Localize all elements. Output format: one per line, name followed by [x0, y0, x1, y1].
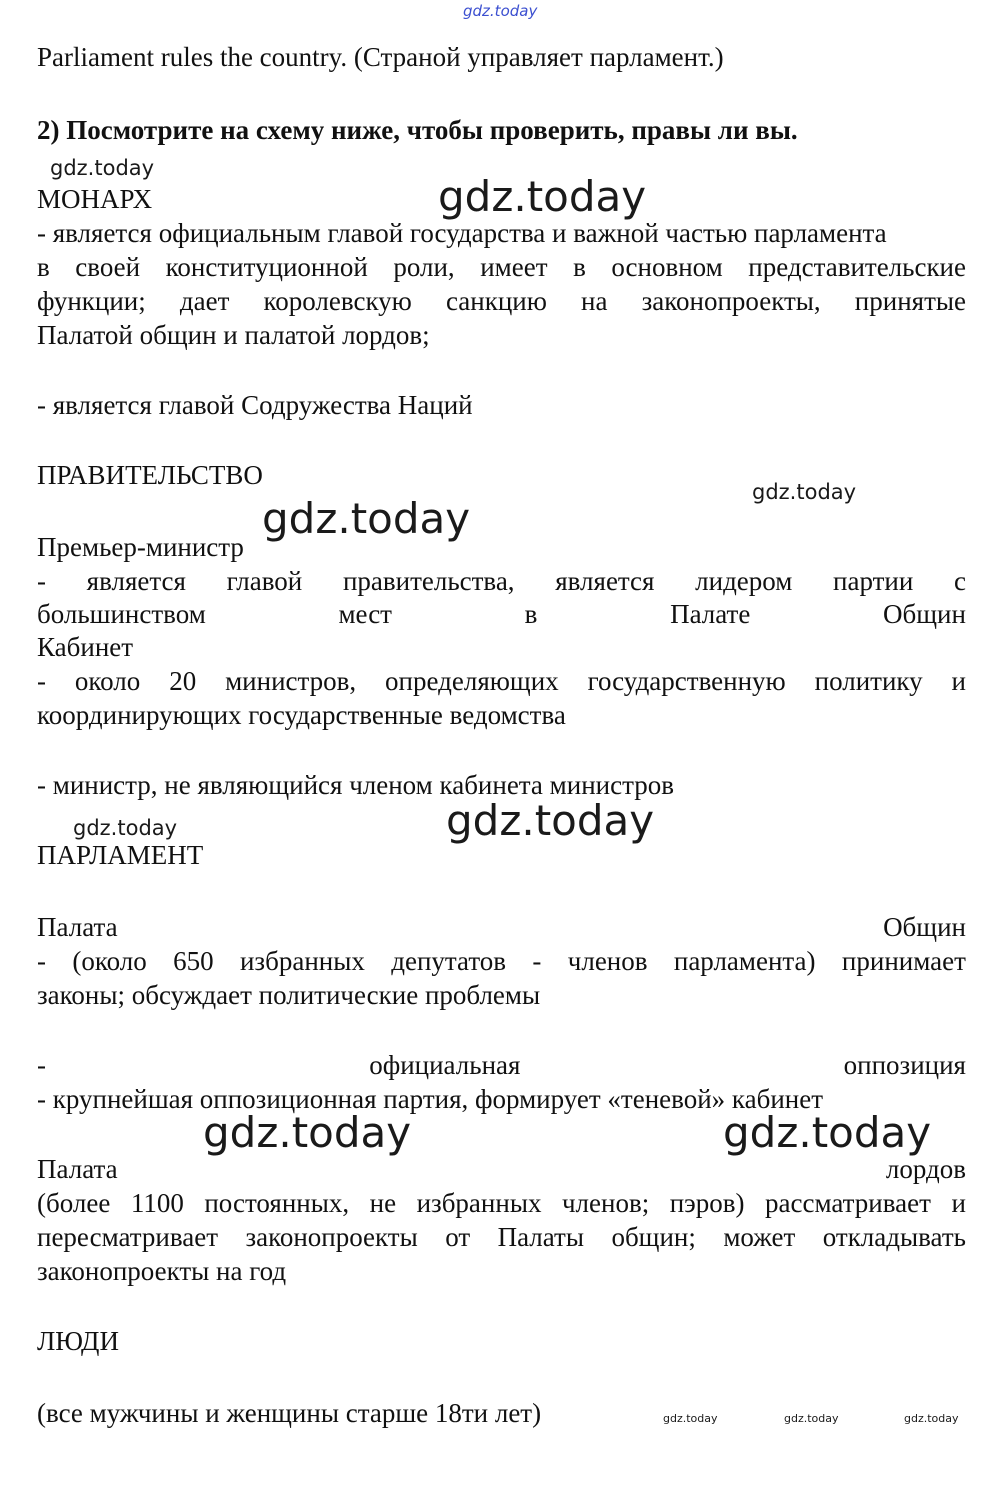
- word: является: [555, 566, 655, 596]
- word: законопроекты: [245, 1222, 418, 1252]
- word: -: [532, 946, 542, 976]
- word: министров,: [225, 666, 357, 696]
- pm-line: [37, 564, 966, 598]
- word: функции;: [37, 286, 146, 316]
- word: около: [74, 666, 141, 696]
- monarch-line: [37, 250, 966, 284]
- monarch-commonwealth: - является главой Содружества Наций: [37, 390, 473, 420]
- word: дает: [179, 286, 230, 316]
- word: и: [951, 1188, 966, 1218]
- word: может: [723, 1222, 796, 1252]
- word: имеет: [480, 252, 548, 282]
- word: постоянных,: [204, 1188, 350, 1218]
- word: не: [369, 1188, 397, 1218]
- word: государственную: [587, 666, 786, 696]
- word: официальная: [369, 1050, 521, 1080]
- task-heading: 2) Посмотрите на схему ниже, чтобы проверить, правы ли вы.: [37, 115, 798, 145]
- word: в: [37, 252, 50, 282]
- word: Общин: [883, 599, 966, 629]
- word: рассматривает: [765, 1188, 931, 1218]
- word: -: [37, 946, 46, 976]
- word: оппозиция: [843, 1050, 966, 1080]
- word: является: [86, 566, 186, 596]
- word: большинством: [37, 599, 206, 629]
- word: членов: [567, 946, 648, 976]
- pm-line: [37, 597, 966, 631]
- word: и: [951, 666, 966, 696]
- word: королевскую: [263, 286, 412, 316]
- word: членов;: [561, 1188, 650, 1218]
- word: принимает: [841, 946, 966, 976]
- word: 1100: [130, 1188, 184, 1218]
- word: Общин: [883, 912, 966, 942]
- word: Палате: [670, 599, 751, 629]
- word: в: [573, 252, 586, 282]
- intro-text: Parliament rules the country. (Страной управляет парламент.): [37, 42, 724, 72]
- word: откладывать: [822, 1222, 966, 1252]
- word: определяющих: [385, 666, 559, 696]
- word: Палата: [37, 912, 118, 942]
- section-title-government: ПРАВИТЕЛЬСТВО: [37, 460, 263, 490]
- watermark: gdz.today: [904, 1412, 959, 1425]
- section-title-parliament: ПАРЛАМЕНТ: [37, 840, 204, 870]
- opposition-line: - крупнейшая оппозиционная партия, формирует «теневой» кабинет: [37, 1084, 824, 1114]
- pm-title: Премьер-министр: [37, 532, 244, 562]
- word: мест: [338, 599, 392, 629]
- commons-title: [37, 910, 966, 944]
- watermark: gdz.today: [438, 172, 647, 221]
- word: на: [581, 286, 608, 316]
- cabinet-title: Кабинет: [37, 632, 134, 662]
- word: Палаты: [497, 1222, 584, 1252]
- word: избранных: [239, 946, 365, 976]
- watermark: gdz.today: [50, 156, 155, 180]
- word: правительства,: [342, 566, 515, 596]
- word: -: [37, 566, 46, 596]
- opposition-title: [37, 1048, 966, 1082]
- word: пэров): [669, 1188, 745, 1218]
- word: Палата: [37, 1154, 118, 1184]
- word: главой: [226, 566, 303, 596]
- word: общин;: [611, 1222, 696, 1252]
- minister-line: - министр, не являющийся членом кабинета министров: [37, 770, 674, 800]
- commons-line: [37, 944, 966, 978]
- word: (около: [72, 946, 147, 976]
- watermark: gdz.today: [784, 1412, 839, 1425]
- word: санкцию: [445, 286, 547, 316]
- word: 650: [173, 946, 214, 976]
- cabinet-line: [37, 664, 966, 698]
- word: пересматривает: [37, 1222, 218, 1252]
- lords-line: законопроекты на год: [37, 1256, 287, 1286]
- word: партии: [833, 566, 914, 596]
- word: 20: [169, 666, 197, 696]
- word: (более: [37, 1188, 111, 1218]
- word: - является официальным главой государства и важной частью парламента: [37, 218, 887, 248]
- word: законопроекты,: [641, 286, 821, 316]
- word: основном: [611, 252, 723, 282]
- lords-line: [37, 1186, 966, 1220]
- word: избранных: [416, 1188, 542, 1218]
- lords-line: [37, 1220, 966, 1254]
- lords-title: [37, 1152, 966, 1186]
- section-title-monarch: МОНАРХ: [37, 184, 153, 214]
- watermark: gdz.today: [663, 1412, 718, 1425]
- word: представительские: [748, 252, 966, 282]
- monarch-line: [37, 216, 966, 250]
- word: лидером: [695, 566, 793, 596]
- people-line: (все мужчины и женщины старше 18ти лет): [37, 1398, 542, 1428]
- watermark-top: gdz.today: [463, 2, 538, 20]
- word: конституционной: [165, 252, 368, 282]
- word: в: [524, 599, 538, 629]
- word: -: [37, 1050, 46, 1080]
- watermark: gdz.today: [752, 480, 857, 504]
- word: от: [445, 1222, 471, 1252]
- word: роли,: [393, 252, 455, 282]
- watermark: gdz.today: [73, 816, 178, 840]
- section-title-people: ЛЮДИ: [37, 1326, 119, 1356]
- commons-line: законы; обсуждает политические проблемы: [37, 980, 541, 1010]
- watermark: gdz.today: [446, 796, 655, 845]
- word: своей: [75, 252, 141, 282]
- watermark: gdz.today: [262, 494, 471, 543]
- watermark: gdz.today: [203, 1108, 412, 1157]
- monarch-line: Палатой общин и палатой лордов;: [37, 320, 430, 350]
- word: лордов: [885, 1154, 966, 1184]
- monarch-line: [37, 284, 966, 318]
- word: принятые: [854, 286, 966, 316]
- word: политику: [814, 666, 923, 696]
- word: депутатов: [391, 946, 507, 976]
- cabinet-line: координирующих государственные ведомства: [37, 700, 566, 730]
- word: парламента): [673, 946, 816, 976]
- word: с: [953, 566, 966, 596]
- watermark: gdz.today: [723, 1108, 932, 1157]
- word: -: [37, 666, 46, 696]
